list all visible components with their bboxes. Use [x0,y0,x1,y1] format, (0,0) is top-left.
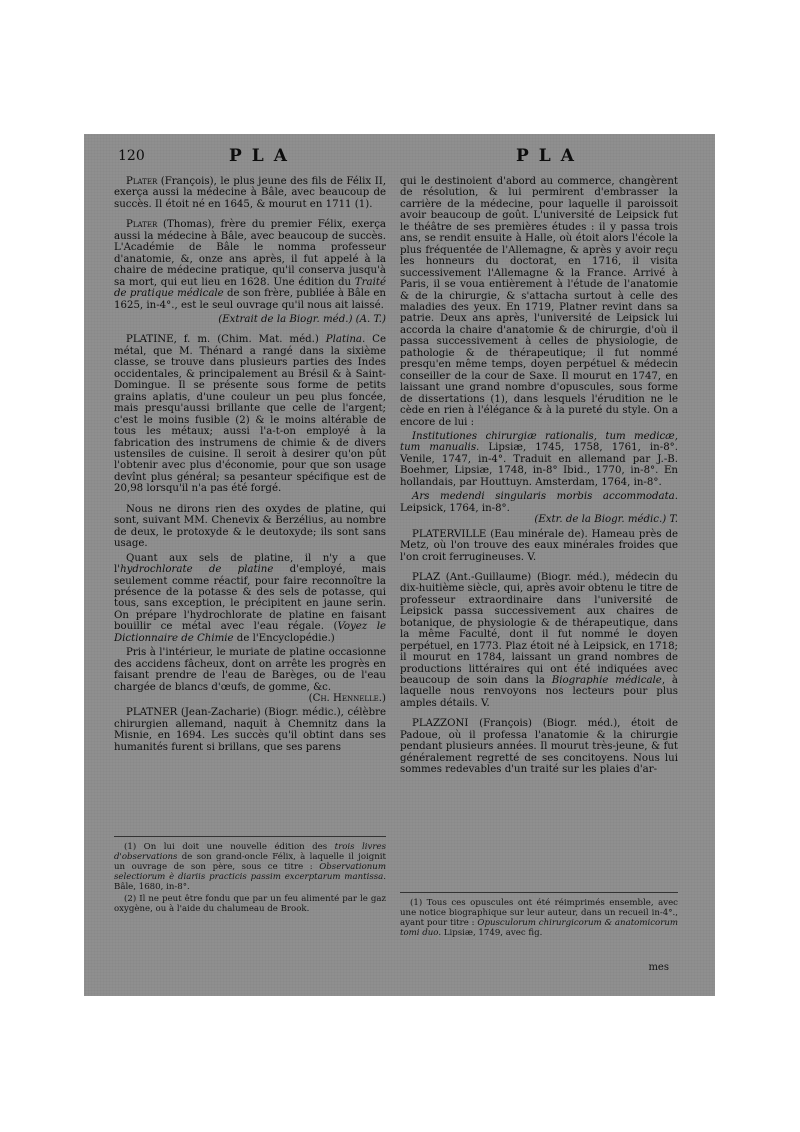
footnote-1 [400,898,678,938]
footnote-text: de son grand-oncle Félix, à laquelle il joignit un ouvrage de son père, sous ce titre : [114,852,386,872]
footnote-rule-left [114,836,386,837]
footnote-text: (1) On lui doit une nouvelle édition des [124,842,335,852]
entry-platner: PLATNER (Jean-Zacharie) (Biogr. médic.), célèbre chirurgien allemand, naquit à Chemnitz dans la Misnie, en 1694. Les succès qu'il obtint dans ses humanités furent si brillans, que ses parens [114,707,386,753]
entry-text: , à laquelle nous renvoyons nos lecteurs pour plus amples détails. V. [400,675,678,709]
book-title: Opusculorum chirurgicorum & anatomicorum tomi duo. [400,918,678,938]
author-signature: (Ch. Hennelle.) [308,693,386,705]
entry-text: (Ant.-Guillaume) (Biogr. méd.), médecin du dix-huitième siècle, qui, après avoir obtenu le titre de professeur extraordinaire dans l'université de Leipsick passa successivement aux chaires de botanique, de physiologie & de thérapeutique, dans la même Faculté, dont il fut nommé le doyen perpétuel, en 1773. Plaz étoit né à Leipsick, en 1718; il mourut en 1784, laissant un grand nombres de productions littéraires qui ont été indiquées avec beaucoup de soin dans la [400,571,678,687]
entry-plaz [400,572,678,709]
entry-text: de l'Encyclopédie.) [233,632,335,644]
book-title: Institutiones chirurgiæ rationalis, tum medicæ, tum manualis. [400,430,678,454]
book-title: Biographie médicale [551,675,662,687]
page-number: 120 [118,148,145,164]
right-column [400,176,678,785]
paragraph-interieur [114,647,386,704]
left-column [114,176,386,762]
chemical-name: hydrochlorate de platine [120,564,274,576]
catchword: mes [648,962,669,973]
entry-headword: PLATINE, f. m. (Chim. Mat. méd.) [126,334,326,346]
paragraph-oxydes: Nous ne dirons rien des oxydes de platine, qui sont, suivant MM. Chenevix & Berzélius, au nombre de deux, le protoxyde & le deutoxyde; ils sont sans usage. [114,503,386,550]
entry-headword: Plater [126,219,158,231]
book-title: Ars medendi singularis morbis accommodata. [412,491,678,503]
paragraph-platner-cont: qui le destinoient d'abord au commerce, changèrent de résolution, & lui permirent d'embrasser la carrière de la médecine, pour laquelle il paroissoit avoir beaucoup de goût. L'université de Leipsick fut le théâtre de ses premières études : il y passa trois ans, se rendit ensuite à Halle, où étoit alors l'école la plus fréquentée de l'Allemagne, & après y avoir reçu les honneurs du doctorat, en 1716, il visita successivement l'Allemagne & la France. Arrivé à Paris, il se voua entièrement à l'étude de l'anatomie & de la chirurgie, & s'attacha surtout à celle des maladies des yeux. En 1719, Platner revint dans sa patrie. Deux ans après, l'université de Leipsick lui accorda la chaire d'anatomie & de chirurgie, d'où il passa successivement à celles de physiologie, de pathologie & de thérapeutique; il fut nommé presqu'en même temps, doyen perpétuel & médecin conseiller de la cour de Saxe. Il mourut en 1747, en laissant une grand nombre d'opuscules, sous forme de dissertations (1), dans lesquels l'érudition ne le cède en rien à l'élégance & à la pureté du style. On a encore de lui : [400,176,678,428]
bibliography-ars-medendi [400,491,678,525]
entry-platerville [400,529,678,563]
source-citation: (Extr. de la Biogr. médic.) T. [534,514,678,526]
entry-text: (Eau minérale de). Hameau près de Metz, où l'on trouve des eaux minérales froides que l'on croit ferrugineuses. V. [400,528,678,563]
footnote-text: Lipsiæ, 1749, avec fig. [441,928,543,938]
footnote-2: (2) Il ne peut être fondu que par un feu alimenté par le gaz oxygène, ou à l'aide du chalumeau de Brook. [114,894,386,914]
entry-plater-thomas [114,219,386,311]
entry-text: Leipsick, 1764, in-8°. [400,502,510,514]
entry-headword: Plater [126,176,158,187]
book-title: Observationum selectiorum è diariis practicis passim excerptarum mantissa. [114,862,386,882]
entry-text: Quant aux sels de platine, il n'y a que l' [114,552,386,576]
entry-headword: PLAZZONI [412,718,469,730]
entry-platine [114,334,386,494]
book-title: trois livres d'observations [114,842,386,862]
book-title: Traité de pratique médicale [114,276,386,300]
running-head-left: PLA [229,146,297,166]
entry-text: d'employé, mais seulement comme réactif, pour faire reconnoître la présence de la potasse & des sels de potasse, qui tous, sans exception, le précipitent en jaune serin. On prépare l'hydrochlorate de platine en faisant bouillir ce métal avec l'eau régale. ( [114,564,386,633]
entry-headword: PLAZ [412,571,441,583]
entry-text: de son frère, publiée à Bâle en 1625, in-4°., est le seul ouvrage qu'il nous ait laissé. [114,288,386,311]
entry-text: (François) (Biogr. méd.), étoit de Padoue, où il professa l'anatomie & la chirurgie pendant plusieurs années. Il mourut très-jeune, & fut généralement regretté de ses concitoyens. Nous lui sommes redevables d'un traité sur les plaies d'ar- [400,718,678,776]
footnote-text: (1) Tous ces opuscules ont été réimprimés ensemble, avec une notice biographique sur leur auteur, dans un recueil in-4°., ayant pour titre : [400,898,678,928]
footnotes-left [114,842,386,916]
entry-headword: PLATERVILLE [412,528,487,540]
entry-plater-francois [114,176,386,210]
footnote-rule-right [400,892,678,893]
bibliography-institutiones [400,431,678,488]
entry-text: (Thomas), frère du premier Félix, exerça aussi la médecine à Bâle, avec beaucoup de succès. L'Académie de Bâle le nomma professeur d'anatomie, &, onze ans après, il fut appelé à la chaire de médecine pratique, qu'il conserva jusqu'à sa mort, qui eut lieu en 1628. Une édition du [114,219,386,288]
footnote-text: Bâle, 1680, in-8°. [114,882,190,892]
cross-reference: Voyez le Dictionnaire de Chimie [114,621,386,644]
running-head-right: PLA [516,146,584,166]
entry-source [114,314,386,325]
footnote-1 [114,842,386,892]
source-citation: (Extrait de la Biogr. méd.) (A. T.) [218,313,386,325]
entry-text: (François), le plus jeune des fils de Félix II, exerça aussi la médecine à Bâle, avec beaucoup de succès. Il étoit né en 1645, & mourut en 1711 (1). [114,176,386,210]
entry-text: Pris à l'intérieur, le muriate de platine occasionne des accidens fâcheux, dont on arrête les progrès en faisant prendre de l'eau de Barèges, ou de l'eau chargée de blancs d'œufs, de gomme, &c. [114,647,386,693]
footnotes-right [400,898,678,940]
paragraph-sels [114,553,386,645]
entry-text: Lipsiæ, 1745, 1758, 1761, in-8°. Venile, 1747, in-4°. Traduit en allemand par J.-B. Boehmer, Lipsiæ, 1748, in-8° Ibid., 1770, in-8°. En hollandais, par Houttuyn. Amsterdam, 1764, in-8°. [400,442,679,488]
entry-text: Ce métal, que M. Thénard a rangé dans la sixième classe, se trouve dans plusieurs parties des Indes occidentales, & principalement au Brésil & à Saint-Domingue. Il se présente sous forme de petits grains aplatis, d'une couleur un peu plus foncée, mais presqu'aussi brillante que celle de l'argent; c'est le moins fusible (2) & le moins altérable de tous les métaux; aussi l'a-t-on employé à la fabrication des instrumens de chimie & de divers ustensiles de cuisine. Il seroit à desirer qu'on pût l'obtenir avec plus d'économie, pour que son usage devînt plus général; sa pesanteur spécifique est de 20,98 lorsqu'il n'a pas été forgé. [114,334,386,495]
entry-plazzoni [400,718,678,775]
latin-term: Platina. [325,334,366,346]
book-page [84,134,715,996]
